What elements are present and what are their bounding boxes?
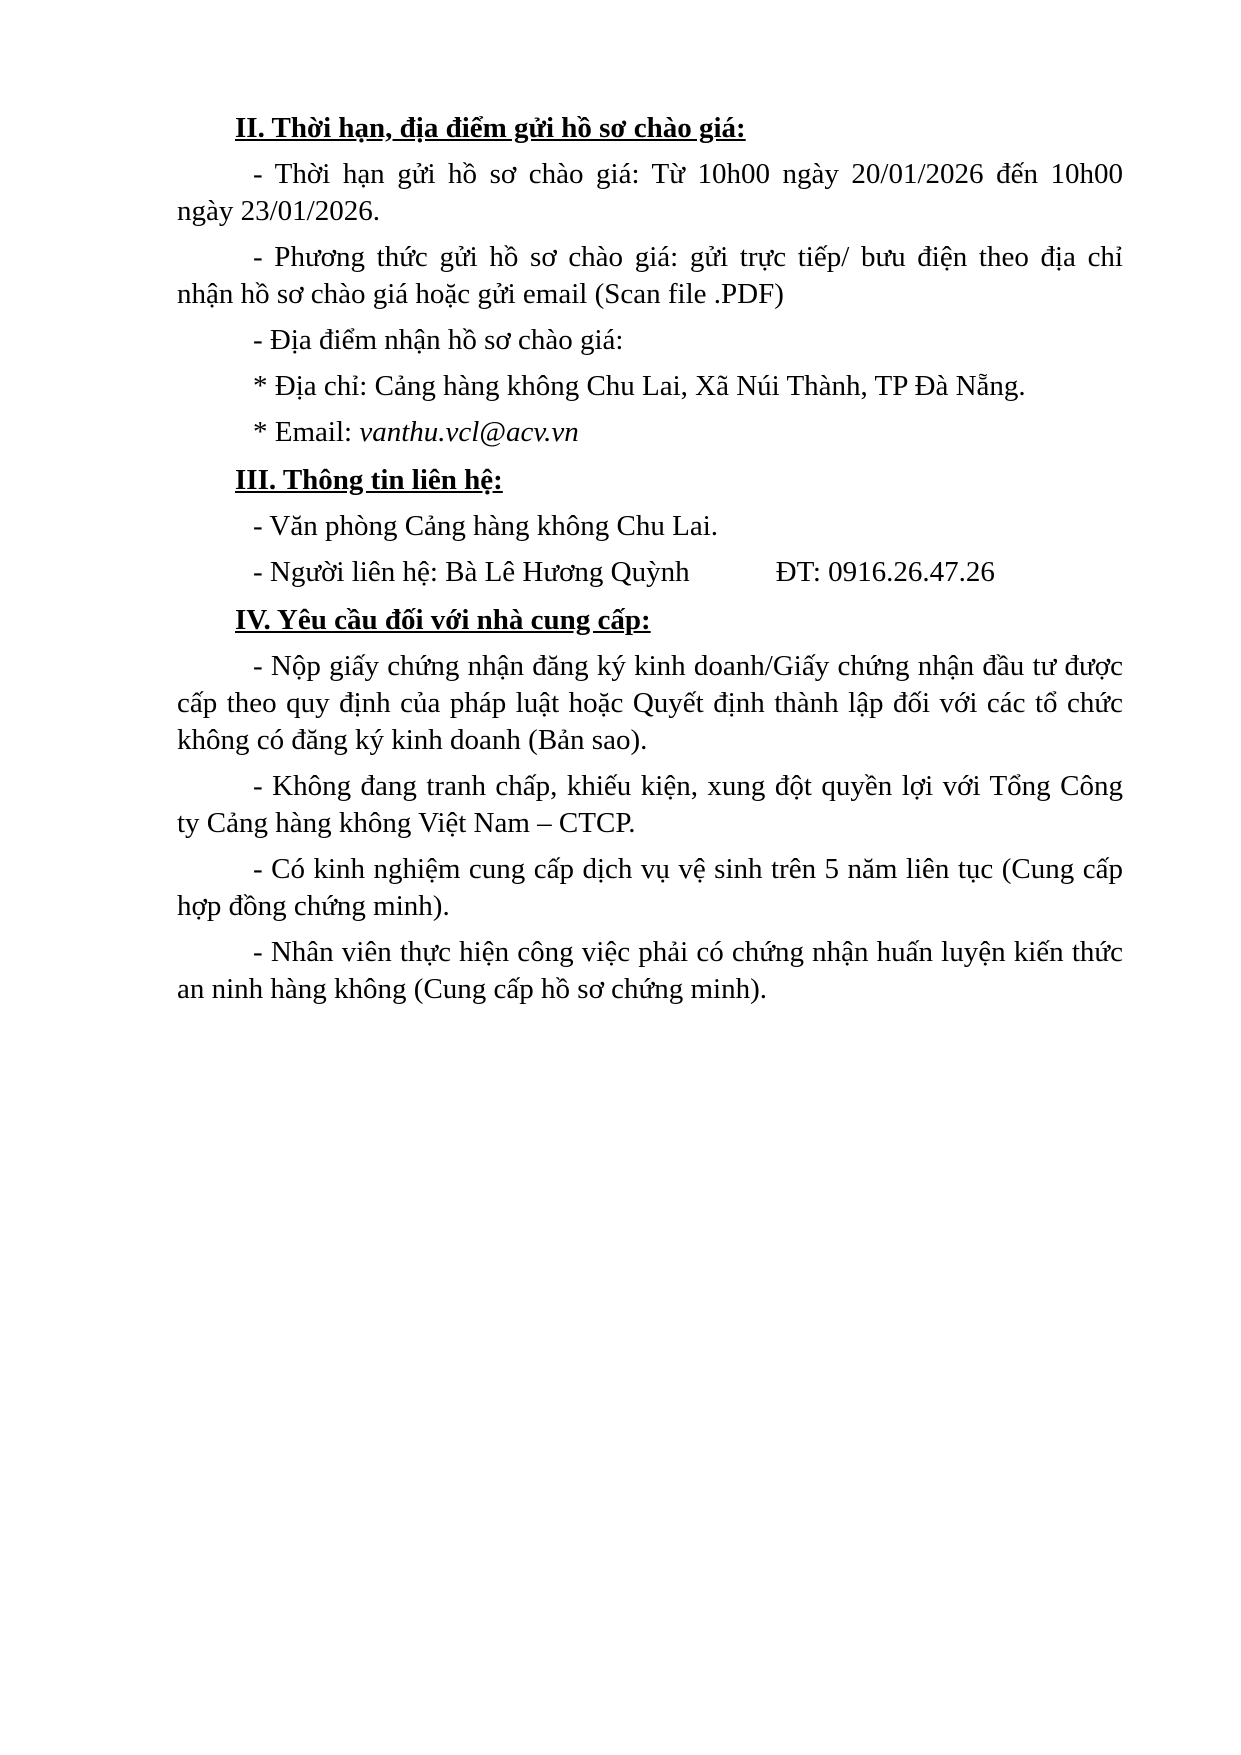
paragraph: [177, 508, 1123, 545]
paragraph-line: [177, 414, 1123, 451]
paragraph-line: [177, 554, 1123, 591]
paragraph-line: cấp theo quy định của pháp luật hoặc Quyết định thành lập đối với các tổ chức: [177, 687, 1123, 719]
paragraph: [177, 851, 1123, 925]
paragraph-line: nhận hồ sơ chào giá hoặc gửi email (Scan file .PDF): [177, 278, 784, 310]
paragraph: [177, 768, 1123, 842]
paragraph: [177, 156, 1123, 230]
paragraph-line: * Địa chỉ: Cảng hàng không Chu Lai, Xã Núi Thành, TP Đà Nẵng.: [253, 370, 1026, 402]
paragraph-line: - Có kinh nghiệm cung cấp dịch vụ vệ sinh trên 5 năm liên tục (Cung cấp: [253, 853, 1123, 885]
paragraph: [177, 239, 1123, 313]
paragraph-line: hợp đồng chứng minh).: [177, 890, 450, 922]
paragraph: [177, 368, 1123, 405]
paragraph-line: ngày 23/01/2026.: [177, 195, 380, 227]
paragraph-line: không có đăng ký kinh doanh (Bản sao).: [177, 724, 648, 756]
paragraph-line: - Nộp giấy chứng nhận đăng ký kinh doanh/Giấy chứng nhận đầu tư được: [253, 650, 1123, 682]
paragraph-line: - Nhân viên thực hiện công việc phải có chứng nhận huấn luyện kiến thức: [253, 936, 1123, 968]
section-heading: II. Thời hạn, địa điểm gửi hồ sơ chào giá:: [235, 112, 746, 144]
paragraph-line: - Địa điểm nhận hồ sơ chào giá:: [253, 324, 624, 356]
paragraph-line: - Văn phòng Cảng hàng không Chu Lai.: [253, 510, 719, 542]
email-label: * Email:: [253, 416, 360, 448]
paragraph: [177, 414, 1123, 451]
paragraph-line: ty Cảng hàng không Việt Nam – CTCP.: [177, 807, 636, 839]
paragraph-line: - Không đang tranh chấp, khiếu kiện, xung đột quyền lợi với Tổng Công: [253, 770, 1123, 802]
section-heading: III. Thông tin liên hệ:: [235, 464, 503, 496]
paragraph: [177, 648, 1123, 759]
phone-number: ĐT: 0916.26.47.26: [775, 556, 995, 588]
paragraph-line: an ninh hàng không (Cung cấp hồ sơ chứng minh).: [177, 973, 768, 1005]
contact-person: - Người liên hệ: Bà Lê Hương Quỳnh: [253, 556, 690, 588]
paragraph: [177, 322, 1123, 359]
document-content: [177, 108, 1123, 1017]
paragraph-line: - Phương thức gửi hồ sơ chào giá: gửi trực tiếp/ bưu điện theo địa chỉ: [253, 241, 1123, 273]
email-address: vanthu.vcl@acv.vn: [359, 416, 579, 448]
paragraph: [177, 934, 1123, 1008]
paragraph-line: - Thời hạn gửi hồ sơ chào giá: Từ 10h00 ngày 20/01/2026 đến 10h00: [253, 158, 1123, 190]
section-heading: IV. Yêu cầu đối với nhà cung cấp:: [235, 604, 651, 636]
paragraph: [177, 554, 1123, 591]
